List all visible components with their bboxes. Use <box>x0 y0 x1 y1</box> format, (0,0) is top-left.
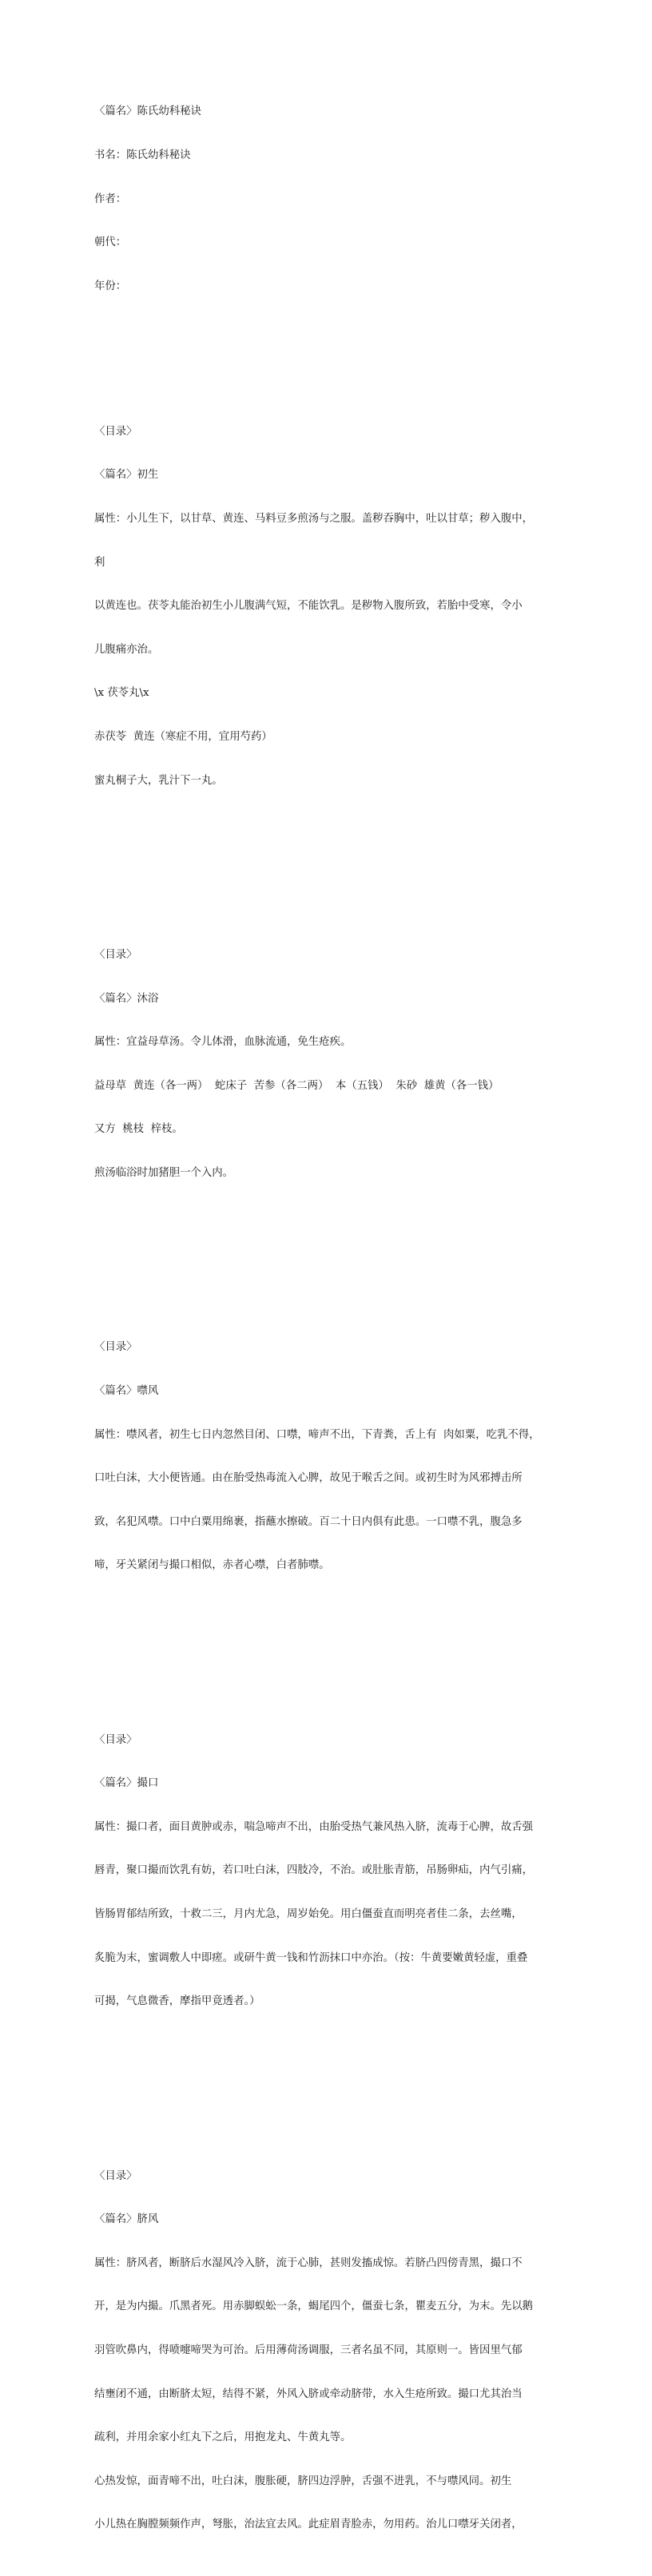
dynasty-field: 朝代： <box>94 236 127 249</box>
chapter-title: 〈篇名〉陈氏幼科秘诀 <box>94 105 201 118</box>
body-line: 属性：噤风者，初生七日内忽然目闭、口噤，啼声不出，下青粪，舌上有 肉如粟，吃乳不得， <box>94 1428 540 1441</box>
toc-marker: 〈目录〉 <box>94 425 137 438</box>
body-line: 益母草 黄连（各一两） 蛇床子 苦参（各二两） 本（五钱） 朱砂 雄黄（各一钱） <box>94 1079 499 1092</box>
section-jinfeng <box>94 1312 574 1602</box>
body-line: 煎汤临浴时加猪胆一个入内。 <box>94 1166 234 1179</box>
body-line: 属性：撮口者，面目黄肿或赤，喘急啼声不出，由胎受热气兼风热入脐，流毒于心脾，故舌强 <box>94 1820 534 1833</box>
body-line: 利 <box>94 556 105 569</box>
body-line: 疏利，并用余家小红丸下之后，用抱龙丸、牛黄丸等。 <box>94 2431 352 2444</box>
section-qifeng <box>94 2140 574 2562</box>
body-line: 小儿热在胸膛频频作声，弩胀，治法宜去风。此症眉青脸赤，勿用药。治儿口噤牙关闭者， <box>94 2518 523 2531</box>
section-chusheng <box>94 395 574 817</box>
author-field: 作者： <box>94 193 127 205</box>
body-line: 属性：宜益母草汤。令儿体滑，血脉流通，免生疮疾。 <box>94 1036 352 1049</box>
body-line: 属性：脐风者，断脐后水湿风冷入脐，流于心肺，甚则发搐成惊。若脐凸四傍青黑，撮口不 <box>94 2256 523 2269</box>
section-title: 〈篇名〉沐浴 <box>94 992 159 1005</box>
body-line: 赤茯苓 黄连（寒症不用，宜用芍药） <box>94 730 272 743</box>
body-line: 唇青，聚口撮而饮乳有妨，若口吐白沫，四肢冷，不治。或肚胀青筋，吊肠卵疝，内气引痛， <box>94 1864 534 1877</box>
body-line: 羽管吹鼻内，得喷嚏啼哭为可治。后用薄荷汤调服，三者名虽不同，其原则一。皆因里气郁 <box>94 2344 523 2357</box>
toc-marker: 〈目录〉 <box>94 948 137 961</box>
body-line: 儿腹痛亦治。 <box>94 643 159 656</box>
body-line: \x 茯苓丸\x <box>94 687 149 700</box>
body-line: 啼，牙关紧闭与撮口相似，赤者心噤，白者肺噤。 <box>94 1559 330 1572</box>
section-title: 〈篇名〉初生 <box>94 469 159 482</box>
toc-marker: 〈目录〉 <box>94 1341 137 1354</box>
body-line: 结壅闭不通，由断脐太短，结得不紧，外风入脐或牵动脐带，水入生疮所致。撮口尤其治当 <box>94 2387 523 2400</box>
spacer <box>94 1239 574 1253</box>
body-line: 口吐白沫，大小便皆通。由在胎受热毒流入心脾，故见于喉舌之间。或初生时为风邪搏击所 <box>94 1472 523 1485</box>
body-line: 炙脆为末，蜜调敷人中即瘥。或研牛黄一钱和竹沥抹口中亦治。（按：牛黄要嫩黄轻虚，重叠 <box>94 1951 528 1964</box>
body-line: 以黄连也。茯苓丸能治初生小儿腹满气短，不能饮乳。是秽物入腹所致，若胎中受寒，令小 <box>94 600 523 613</box>
book-name: 书名：陈氏幼科秘诀 <box>94 149 191 161</box>
toc-marker: 〈目录〉 <box>94 1733 137 1746</box>
document-page <box>94 76 574 2576</box>
year-field: 年份： <box>94 280 127 292</box>
section-title: 〈篇名〉撮口 <box>94 1777 159 1790</box>
body-line: 心热发惊，面青啼不出，吐白沫，腹胀硬，脐四边浮肿，舌强不进乳，不与噤风同。初生 <box>94 2475 512 2487</box>
toc-marker: 〈目录〉 <box>94 2169 137 2182</box>
spacer <box>94 2067 574 2082</box>
body-line: 可揭，气息微香，摩指甲竟透者。） <box>94 1995 260 2008</box>
body-line: 致，名犯风噤。口中白粟用绵裹，指蘸水擦破。百二十日内俱有此患。一口噤不乳，腹急多 <box>94 1515 523 1528</box>
section-title: 〈篇名〉脐风 <box>94 2213 159 2226</box>
body-line: 属性：小儿生下，以甘草、黄连、马料豆多煎汤与之服。盖秽吞胸中，吐以甘草；秽入腹中， <box>94 512 534 525</box>
spacer <box>94 847 574 861</box>
body-line: 开，是为内撮。爪黑者死。用赤脚蜈蚣一条，蝎尾四个，僵蚕七条，瞿麦五分，为末。先以鹅 <box>94 2300 534 2313</box>
spacer <box>94 323 574 337</box>
body-line: 又方 桃枝 梓枝。 <box>94 1123 183 1136</box>
body-line: 蜜丸桐子大，乳汁下一丸。 <box>94 774 223 787</box>
section-title: 〈篇名〉噤风 <box>94 1384 159 1397</box>
spacer <box>94 1631 574 1645</box>
body-line: 皆肠胃郁结所致，十救二三，月内尤急，周岁始免。用白僵蚕直而明亮者佳二条，去丝嘴， <box>94 1908 523 1921</box>
section-cuokou <box>94 1704 574 2038</box>
section-muyu <box>94 919 574 1210</box>
